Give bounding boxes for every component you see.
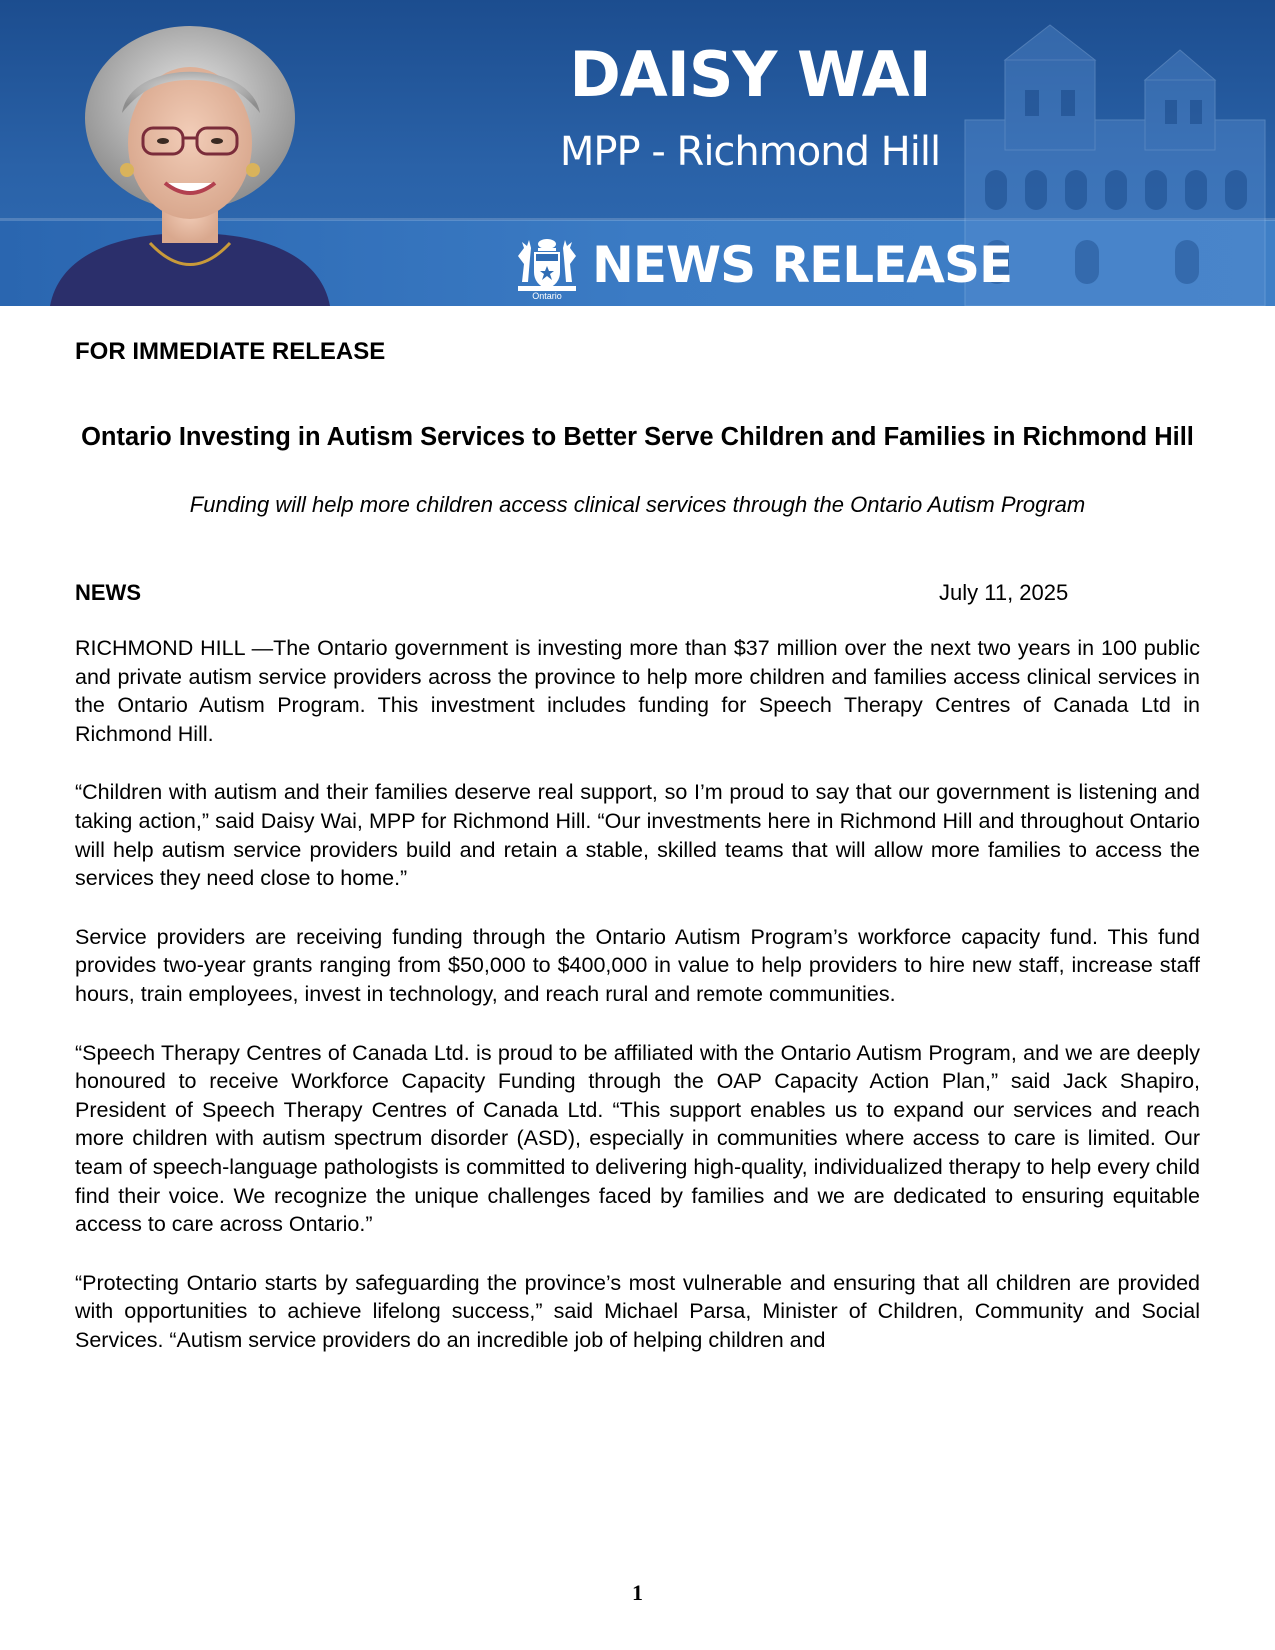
release-notice: FOR IMMEDIATE RELEASE — [75, 338, 386, 365]
news-release-label: NEWS RELEASE — [592, 236, 1013, 294]
paragraph: Service providers are receiving funding through the Ontario Autism Program’s workforce capacity fund. This fund provides two-year grants ranging from $50,000 to $400,000 in value to help providers to hire new staff, increase staff hours, train employees, invest in technology, and reach rural and remote communities. — [75, 924, 1200, 1006]
mpp-riding: MPP - Richmond Hill — [559, 129, 941, 175]
document-subtitle: Funding will help more children access clinical services through the Ontario Autism Program — [189, 492, 1086, 517]
paragraph: “Protecting Ontario starts by safeguarding the province’s most vulnerable and ensuring that all children are provided with opportunities to achieve lifelong success,” said Michael Parsa, Minister of Children, Community and Social Services. “Autism service providers do an incredible job of helping children and — [75, 1270, 1200, 1352]
release-date: July 11, 2025 — [939, 580, 1069, 605]
body-text — [75, 634, 1200, 1384]
section-label: NEWS — [75, 580, 141, 605]
paragraph: “Children with autism and their families deserve real support, so I’m proud to say that our government is listening and taking action,” said Daisy Wai, MPP for Richmond Hill. “Our investments here in Richmond Hill and throughout Ontario will help autism service providers build and retain a stable, skilled teams that will allow more families to access the services they need close to home.” — [75, 780, 1200, 891]
crest-label: Ontario — [532, 291, 562, 301]
paragraph: “Speech Therapy Centres of Canada Ltd. is proud to be affiliated with the Ontario Autism Program, and we are deeply honoured to receive Workforce Capacity Funding through the OAP Capacity Action Plan,” said Jack Shapiro, President of Speech Therapy Centres of Canada Ltd. “This support enables us to expand our services and reach more children with autism spectrum disorder (ASD), especially in communities where access to care is limited. Our team of speech-language pathologists is committed to delivering high-quality, individualized therapy to help every child find their voice. We recognize the unique challenges faced by families and we are dedicated to ensuring equitable access to care across Ontario.” — [75, 1040, 1200, 1237]
paragraph: RICHMOND HILL —The Ontario government is investing more than $37 million over the next two years in 100 public and private autism service providers across the province to help more children and families access clinical services in the Ontario Autism Program. This investment includes funding for Speech Therapy Centres of Canada Ltd in Richmond Hill. — [75, 636, 1200, 746]
news-release-banner — [0, 0, 1275, 306]
document-title: Ontario Investing in Autism Services to Better Serve Children and Families in Richmond Hill — [81, 423, 1194, 451]
page-number: 1 — [632, 1580, 643, 1605]
mpp-name: DAISY WAI — [569, 38, 931, 111]
mpp-portrait-photo — [30, 18, 350, 306]
